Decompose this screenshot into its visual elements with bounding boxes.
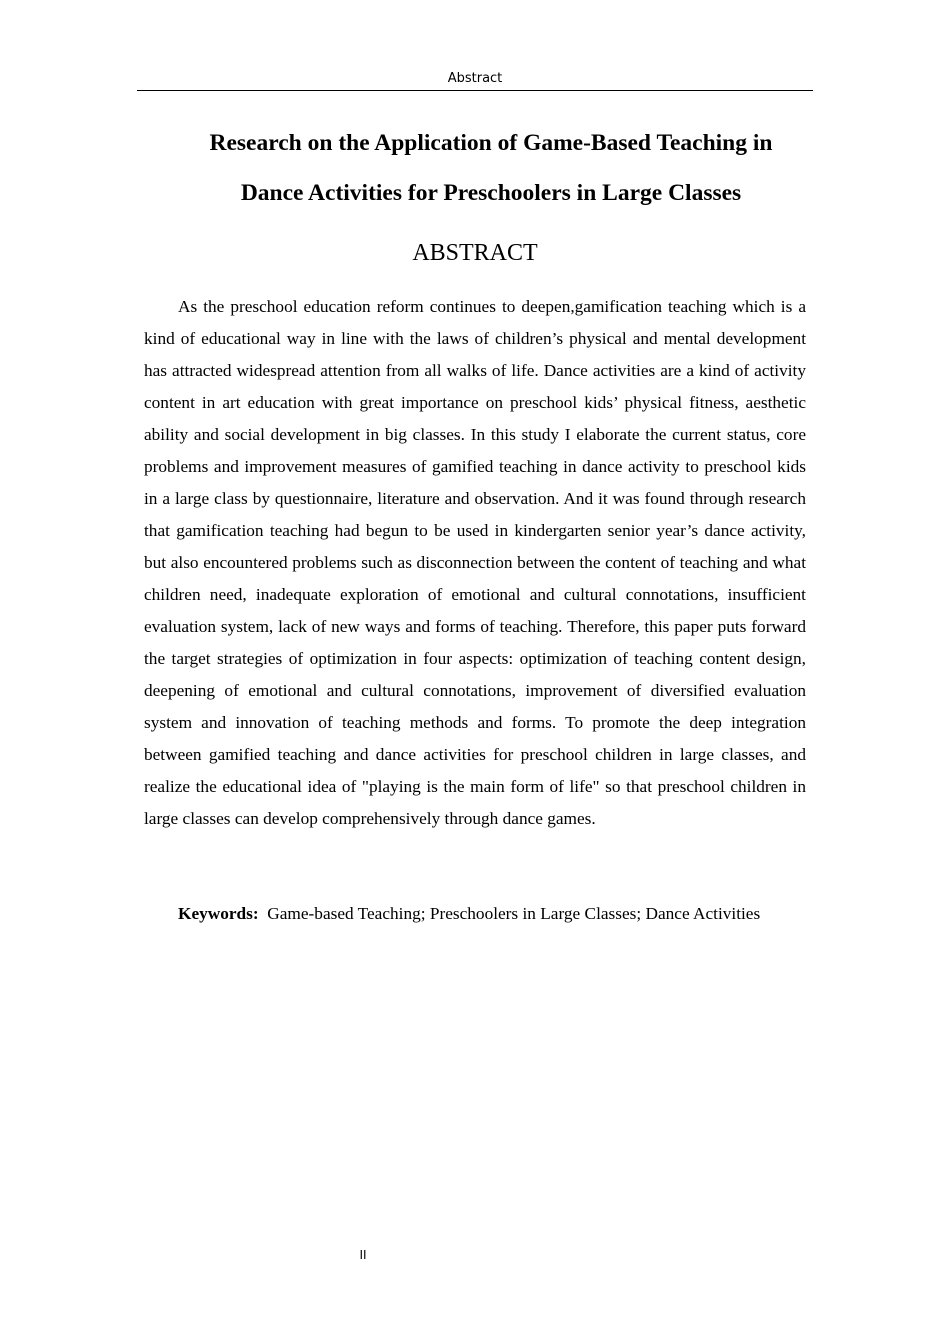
keywords-text: Game-based Teaching; Preschoolers in Large Classes; Dance Activities xyxy=(267,904,761,923)
keywords-label: Keywords: xyxy=(178,904,259,923)
running-header: Abstract xyxy=(447,71,503,86)
page-number: II xyxy=(359,1248,367,1262)
paper-title xyxy=(150,118,832,218)
abstract-heading: ABSTRACT xyxy=(412,240,538,266)
paper-title-line-1: Research on the Application of Game-Based Teaching in xyxy=(209,130,773,156)
abstract-body: As the preschool education reform continues to deepen,gamification teaching which is a kind of educational way in line with the laws of children’s physical and mental development has attracted widespread attention from all walks of life. Dance activities are a kind of activity content in art education with great importance on preschool kids’ physical fitness, aesthetic ability and social development in big classes. In this study I elaborate the current status, core problems and improvement measures of gamified teaching in dance activity to preschool kids in a large class by questionnaire, literature and observation. And it was found through research that gamification teaching had begun to be used in kindergarten senior year’s dance activity, but also encountered problems such as disconnection between the content of teaching and what children need, inadequate exploration of emotional and cultural connotations, insufficient evaluation system, lack of new ways and forms of teaching. Therefore, this paper puts forward the target strategies of optimization in four aspects: optimization of teaching content design, deepening of emotional and cultural connotations, improvement of diversified evaluation system and innovation of teaching methods and forms. To promote the deep integration between gamified teaching and dance activities for preschool children in large classes, and realize the educational idea of "playing is the main form of life" so that preschool children in large classes can develop comprehensively through dance games. xyxy=(144,297,806,828)
keywords-paragraph xyxy=(144,898,806,930)
header-rule xyxy=(137,90,813,91)
paper-title-line-2: Dance Activities for Preschoolers in Large Classes xyxy=(240,180,742,206)
